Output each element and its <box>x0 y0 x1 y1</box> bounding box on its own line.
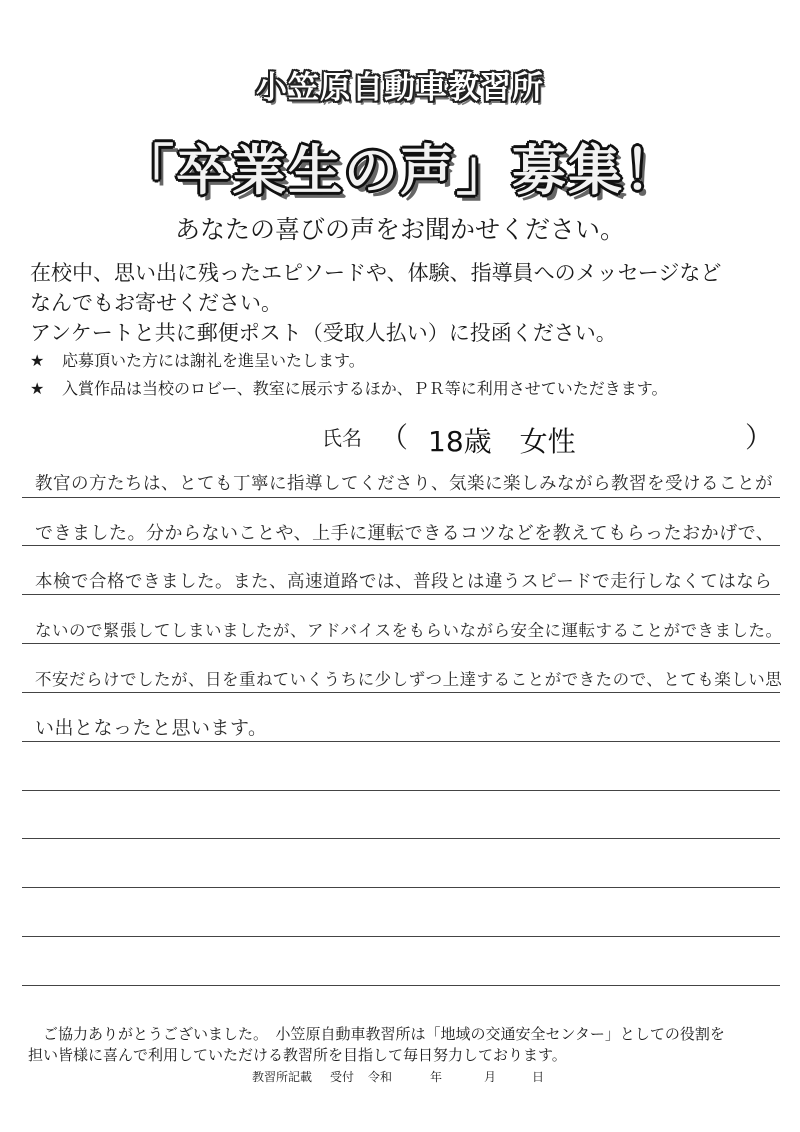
school-name: 小笠原自動車教習所 <box>256 70 544 106</box>
message-line: い出となったと思います。 <box>35 717 268 739</box>
writing-line <box>22 643 780 644</box>
message-line: できました。分からないことや、上手に運転できるコツなどを教えてもらったおかげで、 <box>35 523 775 544</box>
note-reward <box>30 348 790 371</box>
day-label: 日 <box>532 1070 545 1084</box>
intro-line: 在校中、思い出に残ったエピソードや、体験、指導員へのメッセージなど <box>30 261 722 285</box>
intro-text <box>30 258 780 348</box>
writing-line <box>22 497 780 498</box>
name-open-paren: （ <box>380 421 409 454</box>
writing-line <box>22 838 780 839</box>
year-label: 年 <box>430 1070 443 1084</box>
name-field <box>0 418 800 458</box>
footer-line: ご協力ありがとうございました。 小笠原自動車教習所は「地域の交通安全センター」としての役割を <box>28 1025 725 1043</box>
received-label: 受付 <box>330 1070 355 1084</box>
note-text: 入賞作品は当校のロビー、教室に展示するほか、ＰＲ等に利用させていただきます。 <box>62 379 668 398</box>
footer-line: 担い皆様に喜んで利用していただける教習所を目指して毎日努力しております。 <box>28 1046 567 1064</box>
intro-line: アンケートと共に郵便ポスト（受取人払い）に投函ください。 <box>30 321 617 345</box>
page-subheadline: あなたの喜びの声をお聞かせください。 <box>174 215 625 244</box>
month-label: 月 <box>484 1070 497 1084</box>
era-label: 令和 <box>368 1070 393 1084</box>
note-usage <box>30 376 790 399</box>
writing-line <box>22 545 780 546</box>
writing-line <box>22 985 780 986</box>
message-line: 教官の方たちは、とても丁寧に指導してくださり、気楽に楽しみながら教習を受けることが <box>35 474 773 494</box>
intro-line: なんでもお寄せください。 <box>30 291 282 315</box>
writing-line <box>22 692 780 693</box>
star-icon: ★ <box>30 351 45 370</box>
writing-line <box>22 594 780 595</box>
writing-line <box>22 936 780 937</box>
star-icon: ★ <box>30 379 45 398</box>
writing-line <box>22 887 780 888</box>
writing-line <box>22 790 780 791</box>
office-use-label: 教習所記載 <box>252 1070 313 1084</box>
message-line: ないので緊張してしまいましたが、アドバイスをもらいながら安全に運転することができました。 <box>35 621 783 640</box>
footer-text <box>28 1024 778 1066</box>
page-headline: 「卒業生の声」募集！ <box>120 139 680 202</box>
message-line: 不安だらけでしたが、日を重ねていくうちに少しずつ上達することができたので、とても楽しい思 <box>35 670 783 689</box>
name-close-paren: ） <box>745 421 774 454</box>
note-text: 応募頂いた方には謝礼を進呈いたします。 <box>62 351 365 370</box>
message-line: 本検で合格できました。また、高速道路では、普段とは違うスピードで走行しなくてはなら <box>35 572 773 592</box>
name-label: 氏名 <box>322 426 362 450</box>
name-value[interactable]: 18歳 女性 <box>428 425 576 458</box>
writing-line <box>22 741 780 742</box>
